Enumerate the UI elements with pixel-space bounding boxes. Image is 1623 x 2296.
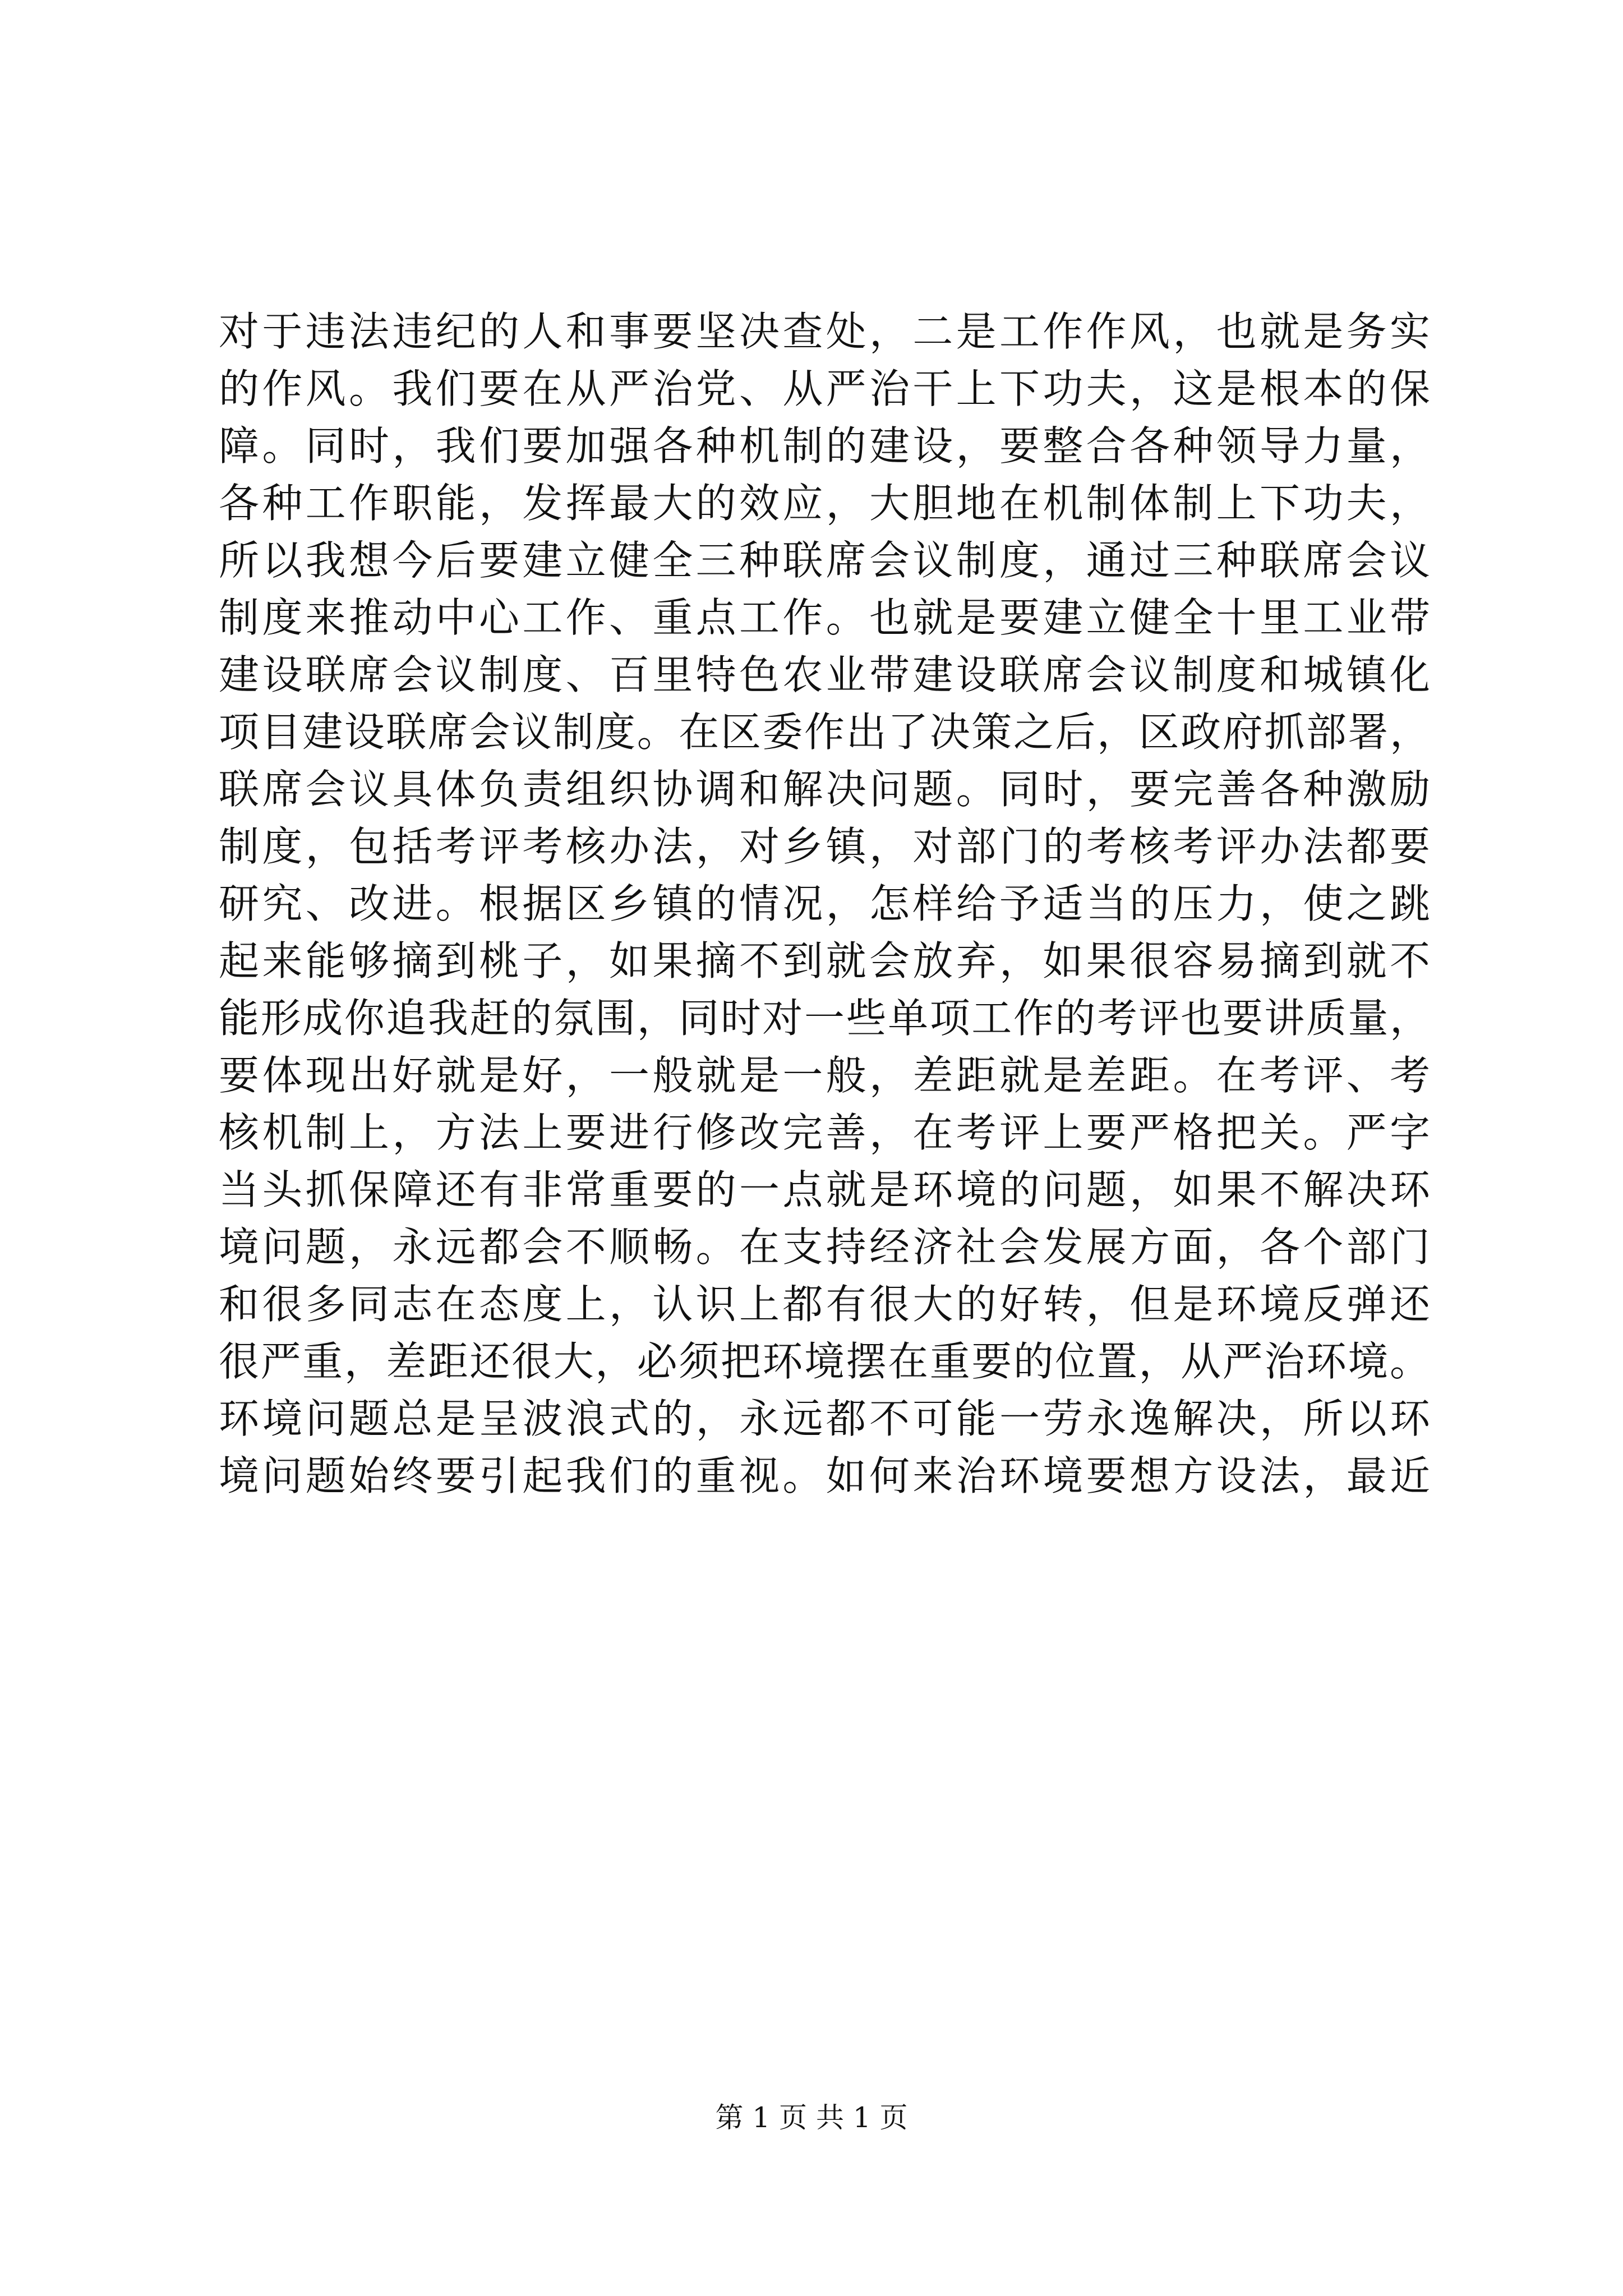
text-line: 联席会议具体负责组织协调和解决问题。同时，要完善各种激励 (219, 766, 1430, 813)
text-line: 所以我想今后要建立健全三种联席会议制度，通过三种联席会议 (219, 537, 1430, 584)
text-line: 障。同时，我们要加强各种机制的建设，要整合各种领导力量， (219, 422, 1430, 470)
text-line: 项目建设联席会议制度。在区委作出了决策之后，区政府抓部署， (219, 708, 1430, 756)
text-line: 的作风。我们要在从严治党、从严治干上下功夫，这是根本的保 (219, 365, 1430, 412)
text-line: 建设联席会议制度、百里特色农业带建设联席会议制度和城镇化 (219, 651, 1430, 698)
text-line: 各种工作职能，发挥最大的效应，大胆地在机制体制上下功夫， (219, 480, 1430, 527)
text-line: 很严重，差距还很大，必须把环境摆在重要的位置，从严治环境。 (219, 1338, 1430, 1385)
text-line: 当头抓保障还有非常重要的一点就是环境的问题，如果不解决环 (219, 1166, 1430, 1213)
text-line: 对于违法违纪的人和事要坚决查处，二是工作作风，也就是务实 (219, 308, 1430, 355)
text-line: 研究、改进。根据区乡镇的情况，怎样给予适当的压力，使之跳 (219, 880, 1430, 927)
text-line: 境问题始终要引起我们的重视。如何来治环境要想方设法，最近 (219, 1452, 1430, 1499)
text-line: 和很多同志在态度上，认识上都有很大的好转，但是环境反弹还 (219, 1281, 1430, 1328)
text-line: 制度来推动中心工作、重点工作。也就是要建立健全十里工业带 (219, 594, 1430, 641)
text-line: 能形成你追我赶的氛围，同时对一些单项工作的考评也要讲质量， (219, 995, 1430, 1042)
text-line: 起来能够摘到桃子，如果摘不到就会放弃，如果很容易摘到就不 (219, 937, 1430, 984)
text-line: 环境问题总是呈波浪式的，永远都不可能一劳永逸解决，所以环 (219, 1395, 1430, 1442)
text-line: 境问题，永远都会不顺畅。在支持经济社会发展方面，各个部门 (219, 1223, 1430, 1271)
page-footer: 第 1 页 共 1 页 (715, 2101, 908, 2134)
text-line: 核机制上，方法上要进行修改完善，在考评上要严格把关。严字 (219, 1109, 1430, 1156)
body-text (219, 303, 1430, 1504)
text-line: 制度，包括考评考核办法，对乡镇，对部门的考核考评办法都要 (219, 823, 1430, 870)
text-line: 要体现出好就是好，一般就是一般，差距就是差距。在考评、考 (219, 1052, 1430, 1099)
